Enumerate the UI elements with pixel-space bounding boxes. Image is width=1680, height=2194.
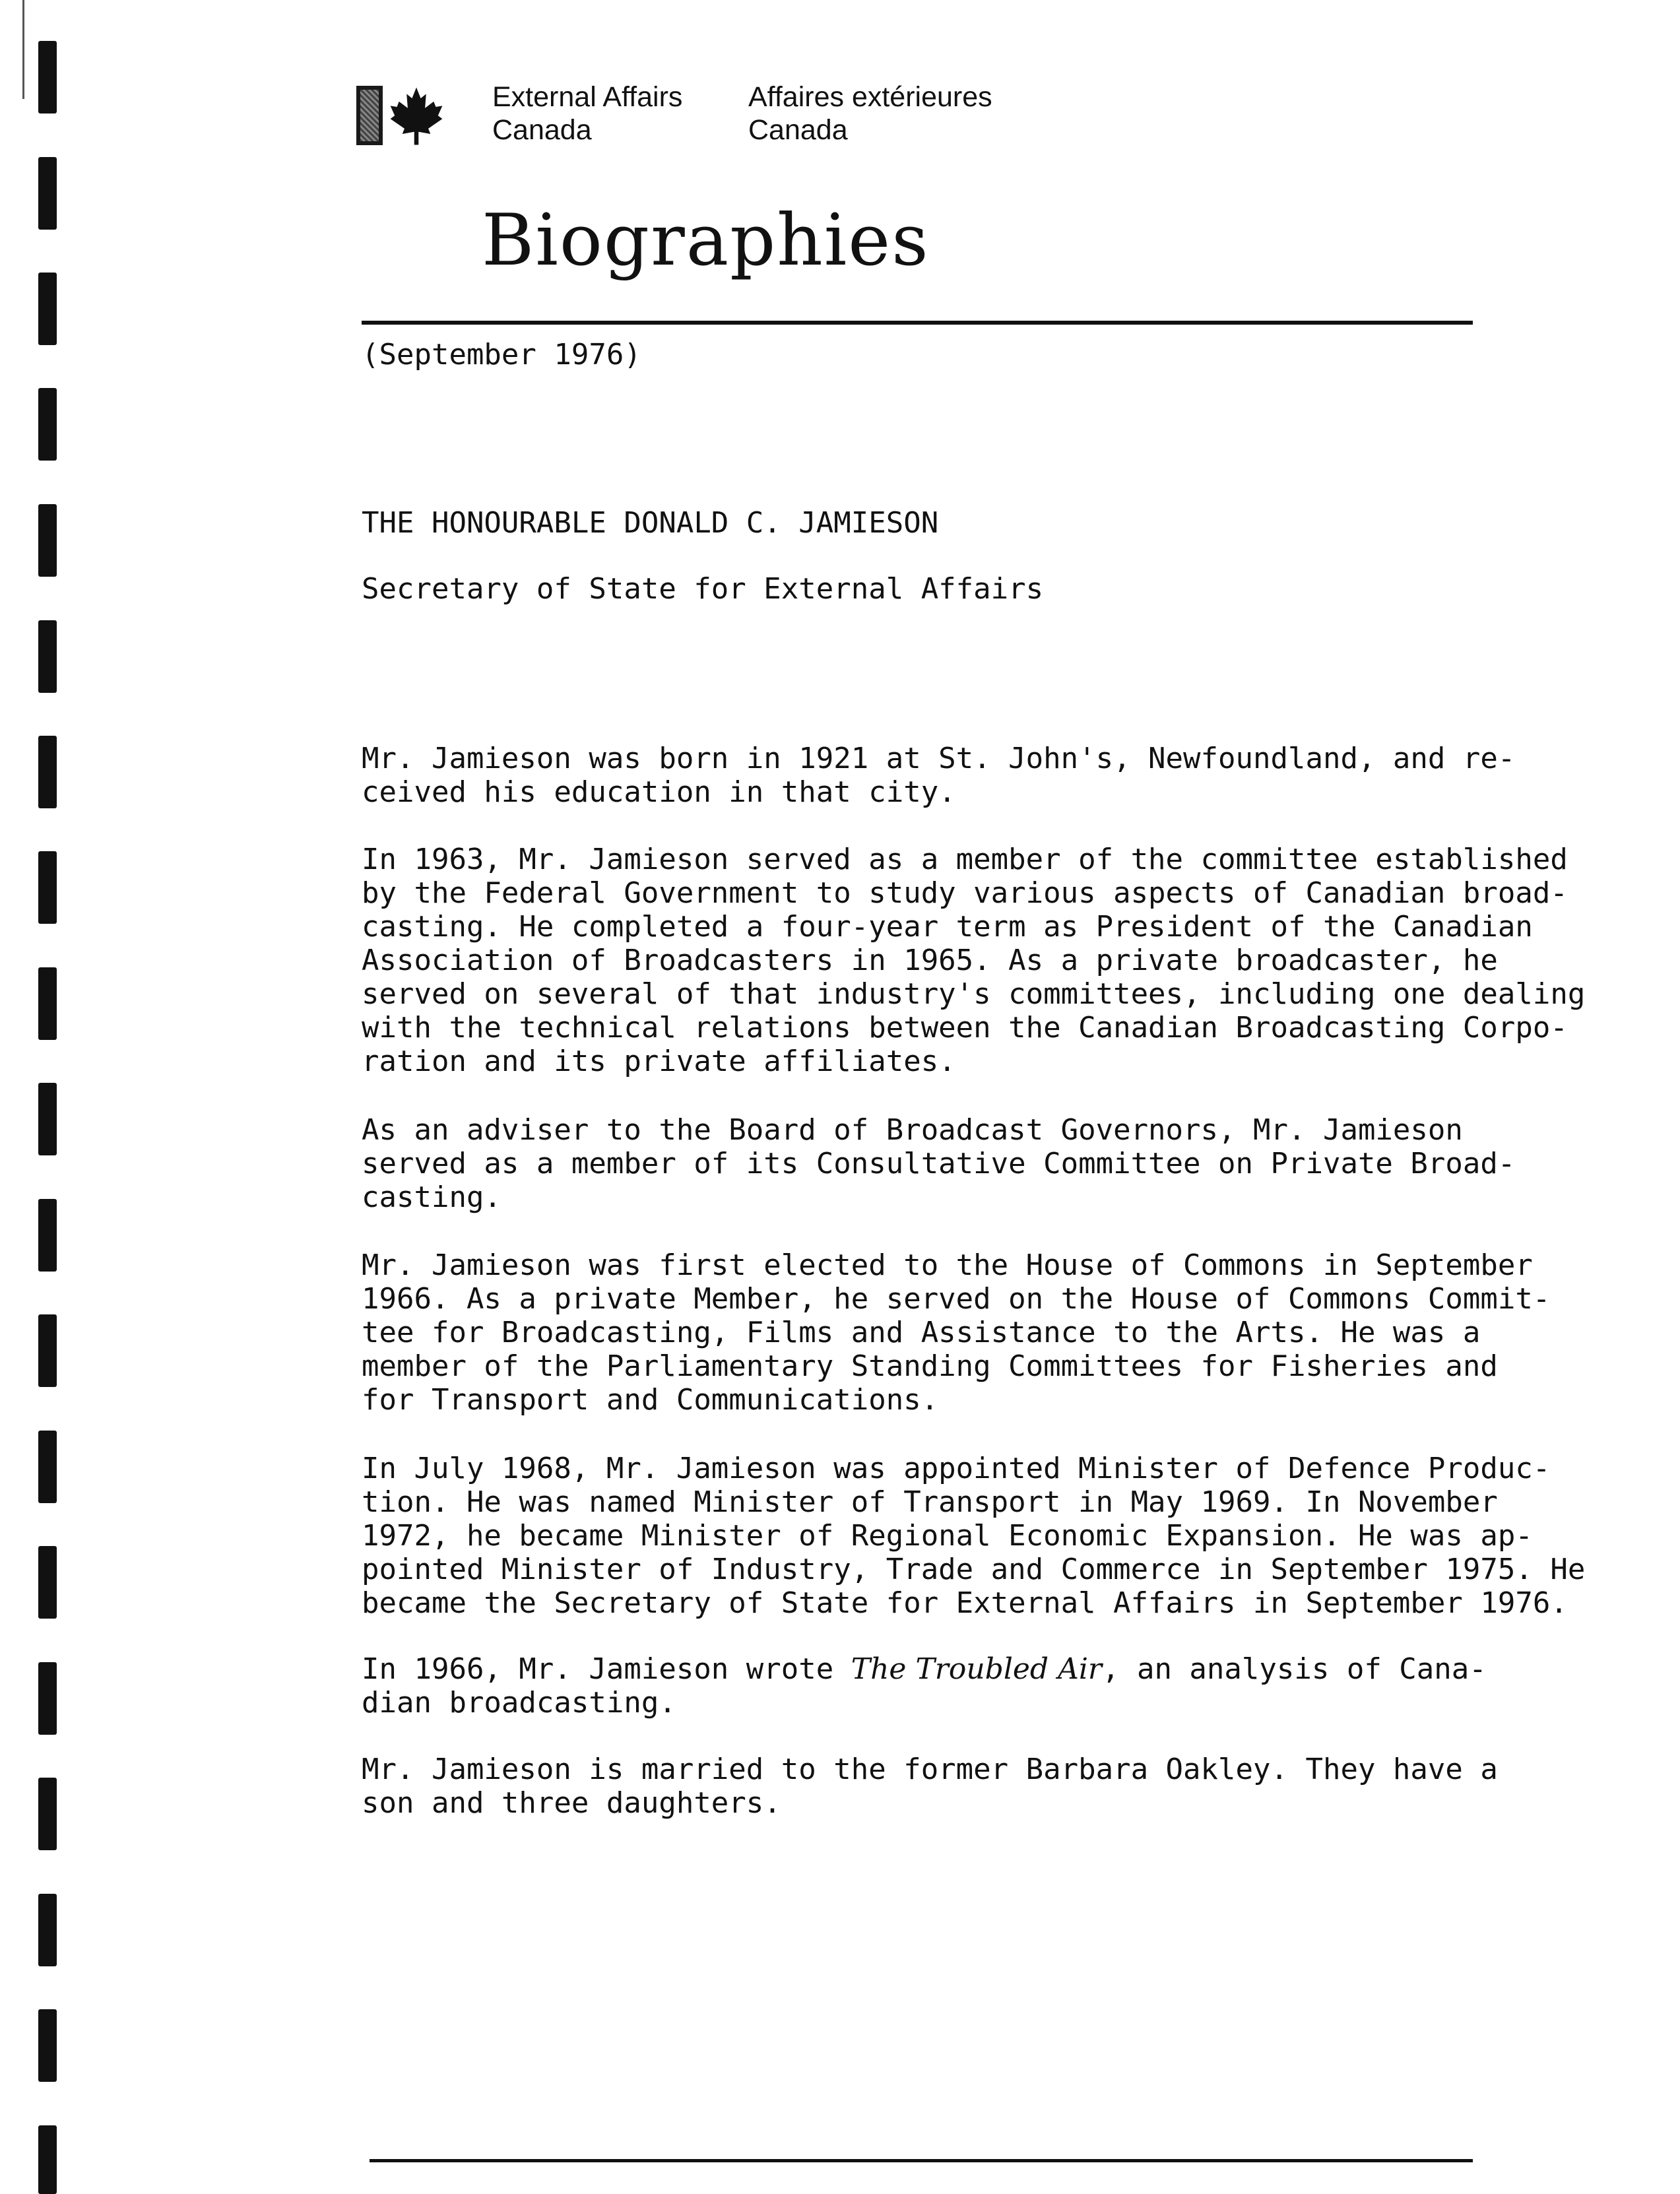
punch-hole bbox=[38, 851, 57, 924]
text-line: tee for Broadcasting, Films and Assistance to the Arts. He was a bbox=[362, 1316, 1481, 1349]
government-of-canada-logo bbox=[356, 86, 442, 146]
text-line: became the Secretary of State for External Affairs in September 1976. bbox=[362, 1586, 1568, 1620]
text-line: for Transport and Communications. bbox=[362, 1383, 939, 1417]
punch-hole bbox=[38, 1546, 57, 1619]
punch-hole bbox=[38, 41, 57, 113]
text-line: Mr. Jamieson was first elected to the House of Commons in September bbox=[362, 1248, 1533, 1282]
text-line: son and three daughters. bbox=[362, 1786, 781, 1820]
org-name-french-line-2: Canada bbox=[748, 114, 848, 146]
paragraph-broadcasting bbox=[362, 843, 1586, 1078]
text-line: casting. bbox=[362, 1180, 501, 1214]
text-line: member of the Parliamentary Standing Committees for Fisheries and bbox=[362, 1349, 1498, 1383]
text-line: dian broadcasting. bbox=[362, 1686, 676, 1720]
org-name-french-line-1: Affaires extérieures bbox=[748, 81, 992, 113]
text-line: ceived his education in that city. bbox=[362, 775, 956, 809]
paragraph-family bbox=[362, 1753, 1523, 1820]
title-rule bbox=[362, 321, 1473, 325]
person-position: Secretary of State for External Affairs bbox=[362, 572, 1044, 606]
punch-hole bbox=[38, 2009, 57, 2082]
book-sentence-start: In 1966, Mr. Jamieson wrote bbox=[362, 1652, 851, 1686]
text-line: In 1963, Mr. Jamieson served as a member of the committee established bbox=[362, 843, 1568, 876]
org-name-english bbox=[492, 81, 682, 146]
punch-hole bbox=[38, 620, 57, 693]
text-line: In July 1968, Mr. Jamieson was appointed Minister of Defence Produc- bbox=[362, 1452, 1551, 1485]
text-line: served on several of that industry's committees, including one dealing bbox=[362, 977, 1586, 1011]
text-line: pointed Minister of Industry, Trade and Commerce in September 1975. He bbox=[362, 1553, 1586, 1586]
person-name: THE HONOURABLE DONALD C. JAMIESON bbox=[362, 506, 939, 540]
punch-hole bbox=[38, 1894, 57, 1966]
book-sentence-end: , an analysis of Cana- bbox=[1101, 1652, 1487, 1686]
document-title: Biographies bbox=[482, 199, 930, 282]
text-line: with the technical relations between the Canadian Broadcasting Corpo- bbox=[362, 1011, 1568, 1045]
text-line: Association of Broadcasters in 1965. As a private broadcaster, he bbox=[362, 944, 1498, 977]
punch-hole bbox=[38, 504, 57, 577]
punch-hole bbox=[38, 1662, 57, 1735]
punch-hole bbox=[38, 273, 57, 345]
punch-hole bbox=[38, 157, 57, 230]
punch-hole bbox=[38, 2125, 57, 2194]
org-name-english-line-1: External Affairs bbox=[492, 81, 683, 113]
punch-hole bbox=[38, 1083, 57, 1155]
maple-leaf-icon bbox=[389, 86, 443, 146]
text-line: Mr. Jamieson was born in 1921 at St. John's, Newfoundland, and re- bbox=[362, 742, 1516, 775]
punch-hole bbox=[38, 1431, 57, 1503]
punch-hole bbox=[38, 736, 57, 808]
text-line bbox=[362, 1652, 1523, 1686]
footer-rule bbox=[370, 2159, 1473, 2162]
text-line: 1966. As a private Member, he served on the House of Commons Commit- bbox=[362, 1282, 1551, 1316]
paragraph-elected bbox=[362, 1248, 1551, 1417]
text-line: As an adviser to the Board of Broadcast Governors, Mr. Jamieson bbox=[362, 1113, 1463, 1147]
punch-hole-strip bbox=[0, 0, 73, 2194]
paragraph-ministerial-career bbox=[362, 1452, 1586, 1620]
page-edge-mark bbox=[22, 0, 24, 99]
text-line: served as a member of its Consultative Committee on Private Broad- bbox=[362, 1147, 1516, 1180]
text-line: 1972, he became Minister of Regional Economic Expansion. He was ap- bbox=[362, 1519, 1533, 1553]
text-line: tion. He was named Minister of Transport in May 1969. In November bbox=[362, 1485, 1498, 1519]
paragraph-adviser bbox=[362, 1113, 1523, 1214]
text-line: casting. He completed a four-year term as President of the Canadian bbox=[362, 910, 1533, 944]
flag-bar-icon bbox=[356, 86, 383, 145]
document-date: (September 1976) bbox=[362, 338, 641, 371]
org-name-french bbox=[748, 81, 992, 146]
text-line: Mr. Jamieson is married to the former Barbara Oakley. They have a bbox=[362, 1753, 1498, 1786]
paragraph-book bbox=[362, 1652, 1523, 1720]
punch-hole bbox=[38, 388, 57, 461]
punch-hole bbox=[38, 1199, 57, 1272]
org-name-english-line-2: Canada bbox=[492, 114, 592, 146]
text-line: ration and its private affiliates. bbox=[362, 1045, 956, 1078]
text-line: by the Federal Government to study various aspects of Canadian broad- bbox=[362, 876, 1568, 910]
punch-hole bbox=[38, 1314, 57, 1387]
paragraph-birth bbox=[362, 742, 1523, 809]
punch-hole bbox=[38, 967, 57, 1040]
book-title: The Troubled Air bbox=[851, 1652, 1102, 1686]
punch-hole bbox=[38, 1778, 57, 1850]
